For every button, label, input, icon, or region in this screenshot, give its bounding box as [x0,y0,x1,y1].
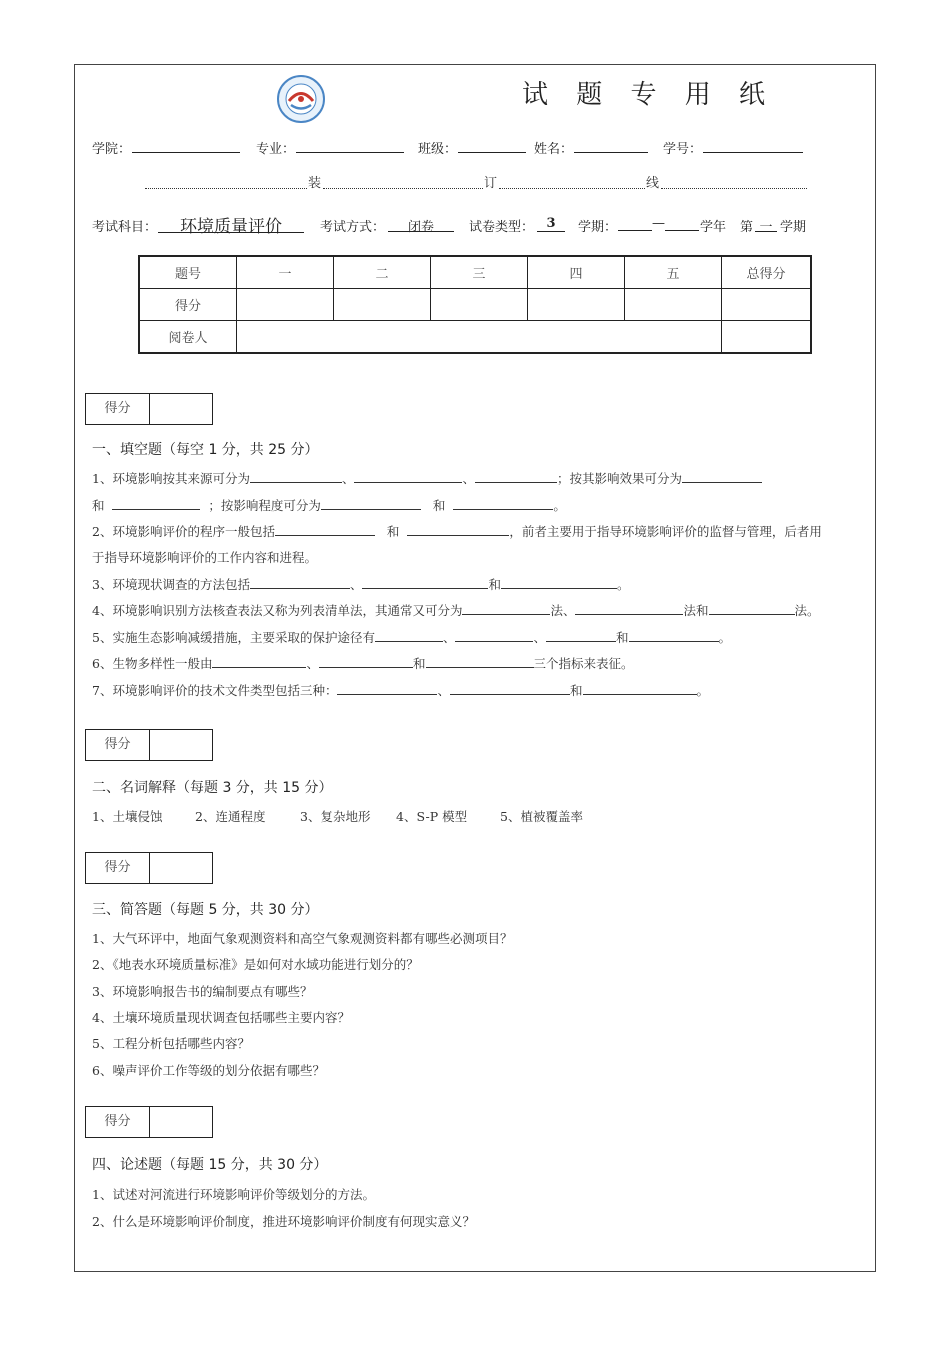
blank[interactable] [682,470,762,483]
q-text: 5、实施生态影响减缓措施，主要采取的保护途径有 [92,630,375,645]
binding-dots-3 [499,180,645,189]
blank[interactable] [629,629,719,642]
grader-total-cell[interactable] [722,321,812,354]
q-text: 。 [553,498,566,513]
method-field [388,216,454,235]
blank[interactable] [583,682,697,695]
essay-question-2: 2、什么是环境影响评价制度，推进环境影响评价制度有何现实意义？ [92,1214,475,1229]
q-text: 和 [432,498,446,513]
q-text: 、 [349,577,363,592]
short-answer-2: 2、《地表水环境质量标准》是如何对水域功能进行划分的？ [92,957,419,972]
blank[interactable] [575,602,683,615]
term-item-5: 5、植被覆盖率 [500,809,583,824]
type-field [537,216,565,232]
name-field[interactable] [574,138,648,153]
binding-dots-2 [323,180,483,189]
score-box-label: 得分 [86,730,150,760]
class-field[interactable] [458,138,526,153]
term-item-1: 1、土壤侵蚀 [92,809,163,824]
short-answer-5: 5、工程分析包括哪些内容？ [92,1036,250,1051]
q-text: 法。 [794,603,820,618]
short-answer-1: 1、大气环评中，地面气象观测资料和高空气象观测资料都有哪些必测项目？ [92,931,513,946]
blank[interactable] [450,682,570,695]
q-text: 4、环境影响识别方法核查表法又称为列表清单法，其通常又可分为 [92,603,463,618]
major-label: 专业： [256,142,296,157]
q-text: 1、环境影响按其来源可分为 [92,471,250,486]
q-text: 、 [533,630,546,645]
q-text: 2、环境影响评价的程序一般包括 [92,524,275,539]
section2-title: 二、名词解释（每题 3 分，共 15 分） [92,780,333,796]
binding-dots-1 [145,180,307,189]
q-text: 3、环境现状调查的方法包括 [92,577,250,592]
header-cell: 三 [431,256,528,289]
blank[interactable] [321,497,421,510]
term-item-2: 2、连通程度 [195,809,266,824]
q-text: 。 [617,577,630,592]
blank[interactable] [112,497,200,510]
subject-field [158,212,304,237]
blank[interactable] [546,629,616,642]
paper-title: 试 题 专 用 纸 [522,80,776,110]
q-text: ，前者主要用于指导环境影响评价的监督与管理，后者用 [509,524,822,539]
blank[interactable] [462,602,550,615]
q-text: 和 [569,683,583,698]
subject-value: 环境质量评价 [180,217,282,237]
type-value: 3 [546,216,556,231]
table-header-row [139,256,811,289]
question-1-7 [92,681,709,699]
term-dash: — [652,216,665,231]
question-1-4 [92,601,820,619]
q-text: 和 [92,498,105,513]
name-label: 姓名： [534,142,574,157]
q-text: 。 [696,683,710,698]
q-text: 三个指标来表征。 [533,656,634,671]
short-answer-4: 4、土壤环境质量现状调查包括哪些主要内容？ [92,1010,350,1025]
blank[interactable] [319,655,413,668]
binding-char-2: 订 [484,176,498,191]
section4-score-box [85,1106,213,1138]
score-cell[interactable] [334,289,431,321]
binding-char-1: 装 [308,176,322,191]
subject-label: 考试科目： [92,220,158,235]
q-text: 、 [341,471,355,486]
q-text: 和 [412,656,426,671]
question-1-1-cont [92,496,566,514]
table-row [139,321,811,354]
blank[interactable] [375,629,443,642]
blank[interactable] [407,523,509,536]
header-cell: 四 [528,256,625,289]
major-field[interactable] [296,138,404,153]
class-label: 班级： [418,142,458,157]
section4-title: 四、论述题（每题 15 分，共 30 分） [92,1157,328,1173]
header-cell: 五 [625,256,722,289]
year-label: 学年 [700,220,727,235]
type-label: 试卷类型： [469,220,535,235]
method-label: 考试方式： [320,220,386,235]
term-item-3: 3、复杂地形 [300,809,371,824]
question-1-1 [92,469,762,487]
table-row [139,289,811,321]
blank[interactable] [337,682,437,695]
score-cell[interactable] [625,289,722,321]
q-text: 法、 [550,603,576,618]
section2-score-box [85,729,213,761]
q-text: 7、环境影响评价的技术文件类型包括三种： [92,683,338,698]
q-text: 、 [442,630,456,645]
blank[interactable] [250,576,350,589]
blank[interactable] [212,655,306,668]
binding-char-3: 线 [646,176,660,191]
blank[interactable] [362,576,488,589]
question-1-5 [92,628,731,646]
q-text: ；按影响程度可分为 [208,498,321,513]
question-1-2 [92,522,822,540]
nth-value: 一 [759,220,773,235]
score-cell[interactable] [431,289,528,321]
header-cell: 一 [237,256,334,289]
grader-cell[interactable] [237,321,722,354]
q-text: 和 [616,630,629,645]
score-box-label: 得分 [86,394,150,424]
semester-label: 学期 [780,220,807,235]
essay-question-1: 1、试述对河流进行环境影响评价等级划分的方法。 [92,1187,375,1202]
term-item-4: 4、S-P 模型 [396,809,468,824]
header-cell: 总得分 [722,256,812,289]
row-label: 得分 [139,289,237,321]
student-id-field[interactable] [703,138,803,153]
blank[interactable] [426,655,534,668]
college-field[interactable] [132,138,240,153]
q-text: 、 [462,471,475,486]
term-start-field[interactable] [618,216,652,231]
blank[interactable] [354,470,462,483]
score-box-label: 得分 [86,1107,150,1137]
question-1-2-cont: 于指导环境影响评价的工作内容和进程。 [92,550,318,565]
score-box-label: 得分 [86,853,150,883]
section1-score-box [85,393,213,425]
nth-field [755,216,777,235]
q-text: ；按其影响效果可分为 [557,471,683,486]
section3-title: 三、简答题（每题 5 分，共 30 分） [92,902,319,918]
q-text: 和 [386,524,400,539]
section1-title: 一、填空题（每空 1 分，共 25 分） [92,442,319,458]
q-text: 、 [437,683,450,698]
student-id-label: 学号： [663,142,703,157]
q-text: 。 [718,630,732,645]
blank[interactable] [275,523,375,536]
q-text: 法和 [683,603,709,618]
college-label: 学院： [92,142,132,157]
method-value: 闭卷 [407,220,434,235]
blank[interactable] [453,497,553,510]
q-text: 、 [306,656,319,671]
university-logo-icon [276,74,326,124]
term-label: 学期： [578,220,618,235]
row-label: 阅卷人 [139,321,237,354]
blank[interactable] [501,576,617,589]
term-end-field[interactable] [665,216,699,231]
score-cell[interactable] [237,289,334,321]
question-1-6 [92,654,634,672]
score-cell[interactable] [528,289,625,321]
blank[interactable] [250,470,342,483]
blank[interactable] [709,602,795,615]
blank[interactable] [455,629,533,642]
nth-label: 第 [740,220,754,235]
header-cell: 题号 [139,256,237,289]
score-cell[interactable] [722,289,812,321]
section3-score-box [85,852,213,884]
short-answer-3: 3、环境影响报告书的编制要点有哪些？ [92,984,313,999]
score-summary-table [138,255,812,354]
header-cell: 二 [334,256,431,289]
q-text: 6、生物多样性一般由 [92,656,213,671]
q-text: 和 [488,577,501,592]
binding-dots-4 [661,180,807,189]
question-1-3 [92,575,630,593]
blank[interactable] [475,470,557,483]
short-answer-6: 6、噪声评价工作等级的划分依据有哪些？ [92,1063,325,1078]
